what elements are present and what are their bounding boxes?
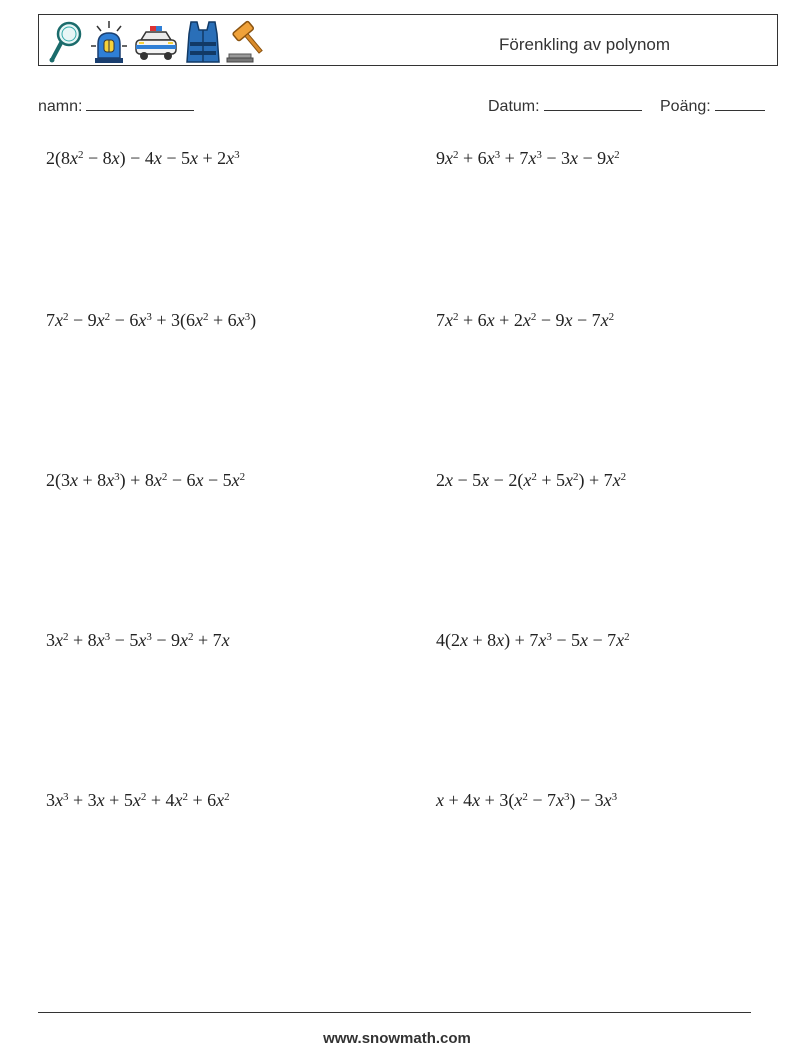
footer-url: www.snowmath.com [323,1030,471,1047]
problem-9: $3x^3 + 3x + 5x^2 + 4x^2 + 6x^2$ [46,790,230,810]
date-label: Datum: [488,98,540,115]
vest-icon [183,18,223,64]
problem-3: $7x^2 - 9x^2 - 6x^3 + 3(6x^2 + 6x^3)$ [46,310,257,330]
problem-4: $7x^2 + 6x + 2x^2 - 9x - 7x^2$ [436,310,615,330]
problem-7: $3x^2 + 8x^3 - 5x^3 - 9x^2 + 7x$ [46,630,230,650]
name-label: namn: [38,98,83,115]
problem-10: $x + 4x + 3(x^2 - 7x^3) - 3x^3$ [436,790,618,810]
date-field [488,94,642,116]
problem-5: $2(3x + 8x^3) + 8x^2 - 6x - 5x^2$ [46,470,246,490]
score-label: Poäng: [660,98,711,115]
worksheet-title: Förenkling av polynom [499,35,671,54]
name-blank [86,94,194,111]
problem-8: $4(2x + 8x) + 7x^3 - 5x - 7x^2$ [436,630,630,650]
worksheet-header [38,14,778,66]
magnifier-icon [47,18,87,64]
gavel-icon [225,18,273,64]
problem-2: $9x^2 + 6x^3 + 7x^3 - 3x - 9x^2$ [436,148,620,168]
date-blank [544,94,642,111]
problem-1: $2(8x^2 - 8x) - 4x - 5x + 2x^3$ [46,148,240,168]
score-blank [715,94,765,111]
name-field [38,94,194,116]
footer-divider [38,1012,751,1013]
score-field [660,94,765,116]
siren-icon [89,18,129,64]
problem-6: $2x - 5x - 2(x^2 + 5x^2) + 7x^2$ [436,470,627,490]
police-car-icon [133,18,179,64]
